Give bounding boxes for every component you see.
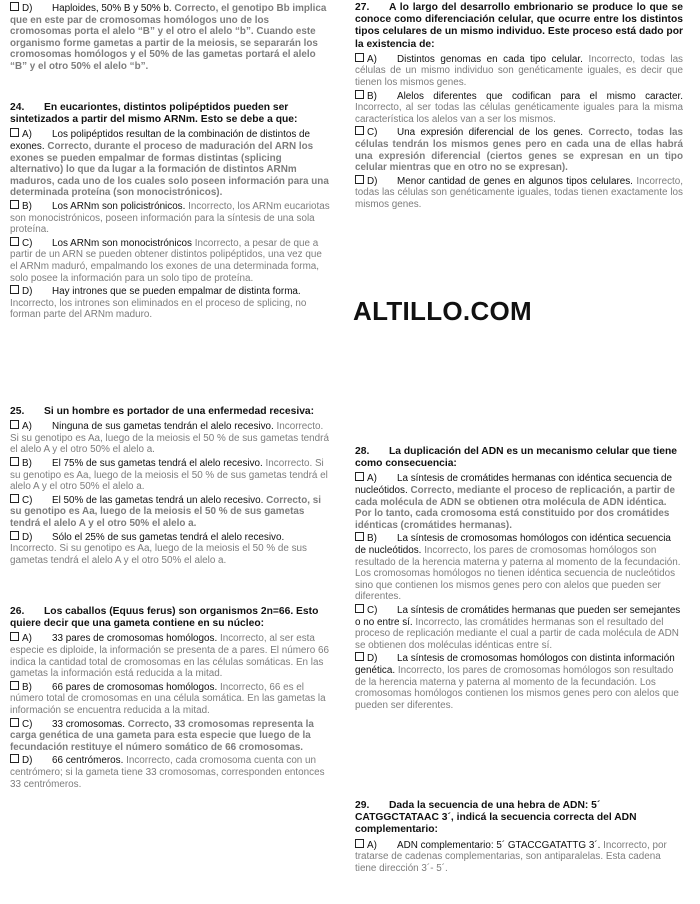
question-29 <box>355 800 683 874</box>
checkbox-icon[interactable] <box>355 604 364 613</box>
option-comment: Incorrecto, los intrones son eliminados en el proceso de splicing, no forman parte del ARNm maduro. <box>10 297 307 321</box>
option-text: La síntesis de cromosomas homólogos con distinta información genética. <box>355 653 675 676</box>
q27-option-a: A) Distintos genomas en cada tipo celular. Incorrecto, todas las células de un mismo individuo son genéticamente iguales, es decir que tienen los mismos genes. <box>355 53 683 88</box>
q23-option-d: D) Haploides, 50% B y 50% b. Correcto, el genotipo Bb implica que en este par de cromosomas homólogos uno de los cromosomas porta el alelo “B” y el otro el alelo “b”. Cuando este organismo forme gametas a partir de la meiosis, se separarán los cromosomas homólogos y el 50% de las gametas portará el alelo “B” y el otro 50% el alelo “b”. <box>10 3 327 72</box>
checkbox-icon[interactable] <box>10 420 19 429</box>
question-number: 25. <box>10 406 25 417</box>
checkbox-icon[interactable] <box>10 681 19 690</box>
question-number: 24. <box>10 102 25 113</box>
option-comment: Incorrecto. Si su genotipo es Aa, luego de la meiosis el 50 % de sus gametas tendrá el alelo A y el otro 50% el alelo a. <box>10 457 328 493</box>
option-text: Ninguna de sus gametas tendrán el alelo recesivo. <box>52 421 274 433</box>
checkbox-icon[interactable] <box>355 90 364 99</box>
option-comment: Incorrecto, las cromátides hermanas son el resultado del proceso de replicación mediante el cual a partir de cada molécula de ADN se obtienen dos moléculas idénticas entre sí. <box>355 616 679 651</box>
checkbox-icon[interactable] <box>10 237 19 246</box>
q25-option-b: B) El 75% de sus gametas tendrá el alelo recesivo. Incorrecto. Si su genotipo es Aa, luego de la meiosis el 50 % de sus gametas tendrá el alelo A y el otro 50% el alelo a. <box>10 457 328 493</box>
q26-option-b: B) 66 pares de cromosomas homólogos. Incorrecto, 66 es el número total de cromosomas en una célula somática. En las gametas la información se encuentra reducida a la mitad. <box>10 681 326 716</box>
option-text: La síntesis de cromosomas homólogos con idéntica secuencia de nucleótidos. <box>355 533 671 556</box>
option-text: 66 pares de cromosomas homólogos. <box>52 681 218 693</box>
q26-option-d: D) 66 centrómeros. Incorrecto, cada cromosoma cuenta con un centrómero; si la gameta tiene 33 cromosomas, corresponden entonces 33 centrómeros. <box>10 755 325 790</box>
question-27 <box>355 2 683 211</box>
checkbox-icon[interactable] <box>355 839 364 848</box>
option-comment: Incorrecto, al ser todas las células genéticamente iguales para la misma característica los alelos van a ser los mismos. <box>355 102 683 125</box>
checkbox-icon[interactable] <box>10 128 19 137</box>
q24-option-a: A) Los polipéptidos resultan de la combinación de distintos de exones. Correcto, durante el proceso de maduración del ARN los exones se pueden empalmar de formas distintas (splicing alternativo) lo que da lugar a la formación de distintos ARNm maduros, cada uno de los cuales solo poseen información para una determinada proteína (son monocistrónicos). <box>10 129 329 199</box>
option-text: 33 cromosomas. <box>52 718 125 730</box>
checkbox-icon[interactable] <box>10 494 19 503</box>
checkbox-icon[interactable] <box>10 531 19 540</box>
option-text: Haploides, 50% B y 50% b. <box>52 3 172 14</box>
question-stem: En eucariontes, distintos polipéptidos pueden ser sintetizados a partir del mismo ARNm. Esto se debe a que: <box>10 102 298 126</box>
checkbox-icon[interactable] <box>355 652 364 661</box>
option-text: El 75% de sus gametas tendrá el alelo recesivo. <box>52 457 263 469</box>
checkbox-icon[interactable] <box>10 2 19 11</box>
option-comment: Incorrecto, los ARNm eucariotas son monocistrónicos, poseen información para la síntesis de una sola proteína. <box>10 200 330 236</box>
checkbox-icon[interactable] <box>355 532 364 541</box>
question-stem: Dada la secuencia de una hebra de ADN: 5´ CATGGCTATAAC 3´, indicá la secuencia correcta del ADN complementario: <box>355 800 637 836</box>
question-number: 28. <box>355 446 370 457</box>
option-text: El 50% de las gametas tendrá un alelo recesivo. <box>52 494 264 506</box>
option-comment: Correcto, durante el proceso de maduración del ARN los exones se pueden empalmar de formas distintas (splicing alternativo) lo que da lugar a la formación de distintos ARNm maduros, cada uno de los cuales solo poseen información para una determinada proteína (son monocistrónicos). <box>10 141 329 199</box>
checkbox-icon[interactable] <box>355 53 364 62</box>
option-text: Menor cantidad de genes en algunos tipos celulares. <box>397 175 633 187</box>
question-24 <box>10 102 330 321</box>
option-comment: Correcto, el genotipo Bb implica que en este par de cromosomas homólogos uno de los cromosomas porta el alelo “B” y el otro el alelo “b”. Cuando este organismo forme gametas a partir de la meiosis, se separarán los cromosomas homólogos y el 50% de las gametas portará el alelo “B” y el otro 50% el alelo “b”. <box>10 3 327 72</box>
q28-option-a: A) La síntesis de cromátides hermanas con idéntica secuencia de nucleótidos. Correcto, mediante el proceso de replicación, a partir de cada molécula de ADN se obtienen otra molécula de ADN idéntica. Por lo tanto, cada cromosoma está constituido por dos cromátides idénticas (cromátides hermanas). <box>355 473 675 531</box>
option-comment: Incorrecto, todas las células de un mismo individuo son genéticamente iguales, es decir que tienen los mismos genes. <box>355 53 683 88</box>
q25-option-a: A) Ninguna de sus gametas tendrán el alelo recesivo. Incorrecto. Si su genotipo es Aa, luego de la meiosis el 50 % de sus gametas tendrá el alelo A y el otro 50% el alelo a. <box>10 421 329 456</box>
checkbox-icon[interactable] <box>10 718 19 727</box>
option-text: La síntesis de cromátides hermanas que pueden ser semejantes o no entre sí. <box>355 604 681 628</box>
checkbox-icon[interactable] <box>10 632 19 641</box>
question-28 <box>355 446 683 711</box>
checkbox-icon[interactable] <box>10 285 19 294</box>
option-comment: Correcto, todas las células tendrán los mismos genes pero en cada una de ellas habrá una expresión diferencial (ciertos genes se expresan en un tipo celular mientras que en otro no se expresan). <box>355 127 683 174</box>
option-text: Los ARNm son monocistrónicos <box>52 237 192 249</box>
option-text: Una expresión diferencial de los genes. <box>397 127 583 139</box>
checkbox-icon[interactable] <box>10 457 19 466</box>
question-number: 29. <box>355 800 370 811</box>
question-stem: La duplicación del ADN es un mecanismo celular que tiene como consecuencia: <box>355 446 678 470</box>
q24-option-d: D) Hay intrones que se pueden empalmar de distinta forma. Incorrecto, los intrones son eliminados en el proceso de splicing, no forman parte del ARNm maduro. <box>10 286 307 321</box>
q28-option-b: B) La síntesis de cromosomas homólogos con idéntica secuencia de nucleótidos. Incorrecto, los pares de cromosomas homólogos son resultado de la herencia materna y paterna al momento de la fecundación. Los cromosomas homólogos no tienen idéntica secuencia de nucleótidos sino que contienen los mismos genes pero con alelos que pueden ser diferentes. <box>355 533 681 603</box>
option-comment: Correcto, 33 cromosomas representa la carga genética de una gameta para esta especie que luego de la fecundación restituye el número somático de 66 cromosomas. <box>10 718 314 753</box>
option-text: La síntesis de cromátides hermanas con idéntica secuencia de nucleótidos. <box>355 473 673 496</box>
option-comment: Incorrecto, 66 es el número total de cromosomas en una célula somática. En las gametas la información se encuentra reducida a la mitad. <box>10 681 326 716</box>
checkbox-icon[interactable] <box>10 200 19 209</box>
q28-option-d: D) La síntesis de cromosomas homólogos con distinta información genética. Incorrecto, los pares de cromosomas homólogos son resultado de la herencia materna y paterna al momento de la fecundación. Los cromosomas homólogos contienen los mismos genes pero con alelos que pueden ser diferentes. <box>355 653 679 711</box>
q29-option-a: A) ADN complementario: 5´ GTACCGATATTG 3´. Incorrecto, por tratarse de cadenas complementarias, son antiparalelas. Esta cadena tiene dirección 3´- 5´. <box>355 839 667 874</box>
option-text: 66 centrómeros. <box>52 755 124 767</box>
checkbox-icon[interactable] <box>355 472 364 481</box>
q25-option-c: C) El 50% de las gametas tendrá un alelo recesivo. Correcto, si su genotipo es Aa, luego de la meiosis el 50 % de sus gametas tendrá el alelo A y el otro 50% el alelo a. <box>10 494 321 529</box>
question-number: 26. <box>10 606 25 617</box>
option-comment: Incorrecto, al ser esta especie es diploide, la información se presenta de a pares. El número 66 indica la cantidad total de cromosomas en las células somáticas. En las gametas la información está reducida a la mitad. <box>10 633 329 680</box>
checkbox-icon[interactable] <box>10 754 19 763</box>
option-comment: Correcto, mediante el proceso de replicación, a partir de cada molécula de ADN se obtienen otra molécula de ADN idéntica. Por lo tanto, cada cromosoma está constituido por dos cromátides idénticas (cromátides hermanas). <box>355 485 675 531</box>
q24-option-c: C) Los ARNm son monocistrónicos Incorrecto, a pesar de que a partir de un ARN se pueden obtener distintos polipéptidos, una vez que el ARNm maduró, empalmando los exones de una determinada forma, solo posee la información para un solo tipo de proteína. <box>10 237 322 284</box>
q27-option-b: B) Alelos diferentes que codifican para el mismo caracter. Incorrecto, al ser todas las células genéticamente iguales para la misma característica los alelos van a ser los mismos. <box>355 90 683 125</box>
option-comment: Incorrecto, los pares de cromosomas homólogos son resultado de la herencia materna y paterna al momento de la fecundación. Los cromosomas homólogos contienen los mismos genes pero con alelos que pueden ser diferentes. <box>355 664 679 711</box>
q26-option-c: C) 33 cromosomas. Correcto, 33 cromosomas representa la carga genética de una gameta para esta especie que luego de la fecundación restituye el número somático de 66 cromosomas. <box>10 718 314 753</box>
option-text: ADN complementario: 5´ GTACCGATATTG 3´. <box>397 839 601 851</box>
q25-option-d: D) Sólo el 25% de sus gametas tendrá el alelo recesivo. Incorrecto. Si su genotipo es Aa, luego de la meiosis el 50 % de sus gametas tendrá el alelo A y el otro 50% el alelo a. <box>10 531 307 566</box>
option-text: Hay intrones que se pueden empalmar de distinta forma. <box>52 286 301 298</box>
option-text: 33 pares de cromosomas homólogos. <box>52 633 218 645</box>
option-text: Distintos genomas en cada tipo celular. <box>397 53 583 65</box>
q24-option-b: B) Los ARNm son policistrónicos. Incorrecto, los ARNm eucariotas son monocistrónicos, poseen información para la síntesis de una sola proteína. <box>10 200 330 236</box>
option-comment: Incorrecto, todas las células son genéticamente iguales, todas tienen exactamente los mismos genes. <box>355 175 683 210</box>
question-number: 27. <box>355 2 370 13</box>
checkbox-icon[interactable] <box>355 126 364 135</box>
q27-option-c: C) Una expresión diferencial de los genes. Correcto, todas las células tendrán los mismos genes pero en cada una de ellas habrá una expresión diferencial (ciertos genes se expresan en un tipo celular mientras que en otro no se expresan). <box>355 127 683 174</box>
question-26 <box>10 606 330 790</box>
question-25 <box>10 406 330 566</box>
q28-option-c: C) La síntesis de cromátides hermanas que pueden ser semejantes o no entre sí. Incorrecto, las cromátides hermanas son el resultado del proceso de replicación mediante el cual a partir de cada molécula de ADN se obtienen dos moléculas idénticas entre sí. <box>355 604 681 651</box>
q27-option-d: D) Menor cantidad de genes en algunos tipos celulares. Incorrecto, todas las células son genéticamente iguales, todas tienen exactamente los mismos genes. <box>355 175 683 210</box>
option-text: Alelos diferentes que codifican para el mismo caracter. <box>397 90 683 102</box>
q26-option-a: A) 33 pares de cromosomas homólogos. Incorrecto, al ser esta especie es diploide, la información se presenta de a pares. El número 66 indica la cantidad total de cromosomas en las células somáticas. En las gametas la información está reducida a la mitad. <box>10 633 329 680</box>
question-stem: Si un hombre es portador de una enfermedad recesiva: <box>44 406 315 417</box>
option-comment: Incorrecto, cada cromosoma cuenta con un centrómero; si la gameta tiene 33 cromosomas, corresponden entonces 33 centrómeros. <box>10 755 325 790</box>
question-stem: Los caballos (Equus ferus) son organismos 2n=66. Esto quiere decir que una gameta contiene en su núcleo: <box>10 606 319 630</box>
checkbox-icon[interactable] <box>355 175 364 184</box>
option-text: Los ARNm son policistrónicos. <box>52 200 186 212</box>
option-comment: Incorrecto. Si su genotipo es Aa, luego de la meiosis el 50 % de sus gametas tendrá el alelo A y el otro 50% el alelo a. <box>10 543 307 566</box>
option-comment: Incorrecto. Si su genotipo es Aa, luego de la meiosis el 50 % de sus gametas tendrá el alelo A y el otro 50% el alelo a. <box>10 421 329 456</box>
question-stem: A lo largo del desarrollo embrionario se produce lo que se conoce como diferenciación celular, que ocurre entre los distintos tipos celulares de un mismo individuo. Este proceso está dado por la existencia de: <box>355 2 683 50</box>
option-comment: Incorrecto, a pesar de que a partir de un ARN se pueden obtener distintos polipéptidos, una vez que el ARNm maduró, empalmando los exones de una determinada forma, solo posee la información para un solo tipo de proteína. <box>10 237 322 284</box>
option-comment: Correcto, si su genotipo es Aa, luego de la meiosis el 50 % de sus gametas tendrá el alelo A y el otro 50% el alelo a. <box>10 494 321 529</box>
option-text: Los polipéptidos resultan de la combinación de distintos de exones. <box>10 129 311 152</box>
option-text: Sólo el 25% de sus gametas tendrá el alelo recesivo. <box>52 531 285 543</box>
option-comment: Incorrecto, los pares de cromosomas homólogos son resultado de la herencia materna y paterna al momento de la fecundación. Los cromosomas homólogos no tienen idéntica secuencia de nucleótidos sino que contienen los mismos genes pero con alelos que pueden ser diferentes. <box>355 544 681 603</box>
option-comment: Incorrecto, por tratarse de cadenas complementarias, son antiparalelas. Esta cadena tiene dirección 3´- 5´. <box>355 839 667 874</box>
watermark-logo: ALTILLO.COM <box>353 296 533 326</box>
